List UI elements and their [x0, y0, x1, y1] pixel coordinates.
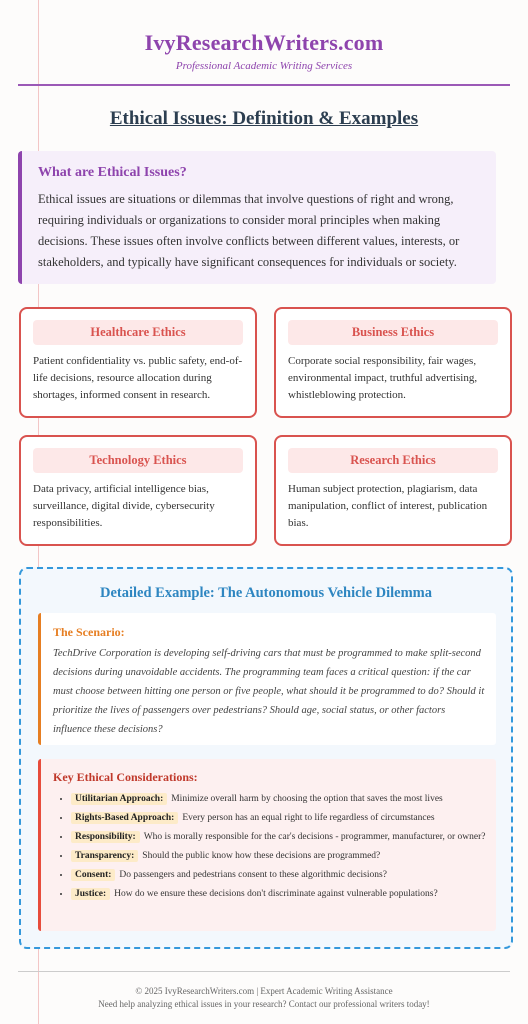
footer-divider: [18, 971, 510, 972]
site-tagline: Professional Academic Writing Services: [175, 60, 353, 72]
scenario-box: [38, 613, 496, 745]
category-card-text: Human subject protection, plagiarism, data manipulation, conflict of interest, publication bias.: [288, 483, 488, 529]
category-card-text: Corporate social responsibility, fair wages, environmental impact, truthful advertising, whistleblowing protection.: [288, 355, 478, 401]
site-header: [0, 0, 528, 72]
list-item: [71, 810, 486, 826]
category-card-research: [274, 435, 512, 546]
site-brand[interactable]: IvyResearchWriters.com: [144, 30, 384, 55]
considerations-box: [38, 759, 496, 931]
scenario-text: TechDrive Corporation is developing self-driving cars that must be programmed to make split-second decisions during unavoidable accidents. The programming team faces a critical question: if the car must choose between hitting one person or five people, what should it be programmed to do? Should it prioritize the lives of passengers over pedestrians? Should age, social status, or other factors influence these decisions?: [53, 648, 485, 735]
consideration-term: Rights-Based Approach:: [71, 812, 178, 824]
category-card-heading: Business Ethics: [288, 320, 498, 345]
list-item: [71, 829, 486, 845]
header-divider: [18, 84, 510, 86]
page-title: Ethical Issues: Definition & Examples: [109, 108, 419, 129]
category-card-heading: Technology Ethics: [33, 448, 243, 473]
category-card-text: Patient confidentiality vs. public safety, end-of-life decisions, resource allocation during shortages, informed consent in research.: [33, 355, 243, 401]
category-card-heading: Research Ethics: [288, 448, 498, 473]
consideration-text: Who is morally responsible for the car's decisions - programmer, manufacturer, or owner?: [143, 832, 486, 842]
consideration-term: Responsibility:: [71, 831, 140, 843]
list-item: [71, 791, 486, 807]
category-card-business: [274, 307, 512, 418]
category-card-healthcare: [19, 307, 257, 418]
definition-text: Ethical issues are situations or dilemmas that involve questions of right and wrong, requiring individuals or organizations to consider moral principles when making decisions. These issues often involve conflicts between different values, interests, or stakeholders, and typically have significant consequences for individuals or society.: [38, 192, 460, 269]
scenario-heading: The Scenario:: [53, 625, 125, 639]
consideration-term: Transparency:: [71, 850, 138, 862]
list-item: [71, 848, 486, 864]
footer-cta: Need help analyzing ethical issues in your research? Contact our professional writers today!: [98, 999, 430, 1009]
detailed-example-box: [19, 567, 513, 949]
footer-copyright: © 2025 IvyResearchWriters.com | Expert Academic Writing Assistance: [135, 986, 393, 996]
consideration-term: Utilitarian Approach:: [71, 793, 167, 805]
page-footer: [0, 985, 528, 1011]
category-card-text: Data privacy, artificial intelligence bias, surveillance, digital divide, cybersecurity responsibilities.: [33, 483, 215, 529]
list-item: [71, 886, 486, 902]
consideration-text: Minimize overall harm by choosing the option that saves the most lives: [171, 794, 443, 804]
consideration-text: How do we ensure these decisions don't discriminate against vulnerable populations?: [114, 889, 438, 899]
considerations-heading: Key Ethical Considerations:: [53, 770, 198, 784]
list-item: [71, 867, 486, 883]
definition-box: [18, 151, 496, 284]
definition-heading: What are Ethical Issues?: [38, 165, 187, 180]
category-card-heading: Healthcare Ethics: [33, 320, 243, 345]
consideration-term: Consent:: [71, 869, 115, 881]
category-card-technology: [19, 435, 257, 546]
consideration-term: Justice:: [71, 888, 110, 900]
considerations-list: [53, 791, 486, 902]
consideration-text: Do passengers and pedestrians consent to these algorithmic decisions?: [119, 870, 387, 880]
example-heading: Detailed Example: The Autonomous Vehicle Dilemma: [99, 585, 433, 601]
consideration-text: Should the public know how these decisions are programmed?: [142, 851, 381, 861]
consideration-text: Every person has an equal right to life regardless of circumstances: [182, 813, 435, 823]
